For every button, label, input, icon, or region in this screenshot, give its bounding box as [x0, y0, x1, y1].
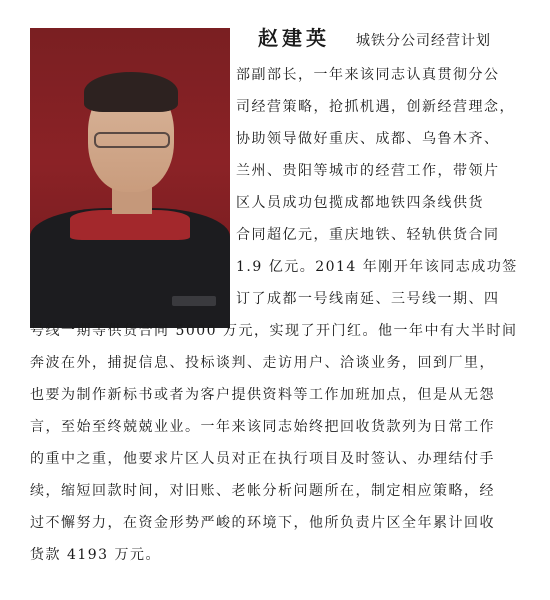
person-name: 赵建英	[258, 26, 330, 50]
portrait-photo	[30, 28, 230, 328]
body-line: 兰州、贵阳等城市的经营工作，带领片	[236, 163, 500, 179]
body-line: 司经营策略，抢抓机遇，创新经营理念，	[236, 99, 515, 115]
body-line: 续，缩短回款时间，对旧账、老帐分析问题所在，制定相应策略，经	[30, 483, 495, 499]
portrait-glasses	[94, 132, 170, 148]
body-line: 协助领导做好重庆、成都、乌鲁木齐、	[236, 131, 500, 147]
body-line: 的重中之重，他要求片区人员对正在执行项目及时签认、办理结付手	[30, 451, 495, 467]
body-line: 部副部长，一年来该同志认真贯彻分公	[236, 67, 500, 83]
body-line: 货款 4193 万元。	[30, 547, 162, 563]
body-line: 订了成都一号线南延、三号线一期、四	[236, 291, 500, 307]
body-line: 奔波在外，捕捉信息、投标谈判、走访用户、洽谈业务，回到厂里，	[30, 355, 495, 371]
body-line: 过不懈努力，在资金形势严峻的环境下，他所负责片区全年累计回收	[30, 515, 495, 531]
person-title: 城铁分公司经营计划	[356, 33, 491, 49]
portrait-hair	[84, 72, 178, 112]
body-line: 也要为制作新标书或者为客户提供资料等工作加班加点，但是从无怨	[30, 387, 495, 403]
body-line: 言，至始至终兢兢业业。一年来该同志始终把回收货款列为日常工作	[30, 419, 495, 435]
portrait-collar	[70, 210, 190, 240]
body-line: 号线一期等供货合同 5000 万元，实现了开门红。他一年中有大半时间	[30, 323, 518, 339]
body-line: 合同超亿元，重庆地铁、轻轨供货合同	[236, 227, 500, 243]
body-line: 区人员成功包揽成都地铁四条线供货	[236, 195, 484, 211]
shirt-logo	[172, 296, 216, 306]
body-line: 1.9 亿元。2014 年刚开年该同志成功签	[236, 259, 518, 275]
